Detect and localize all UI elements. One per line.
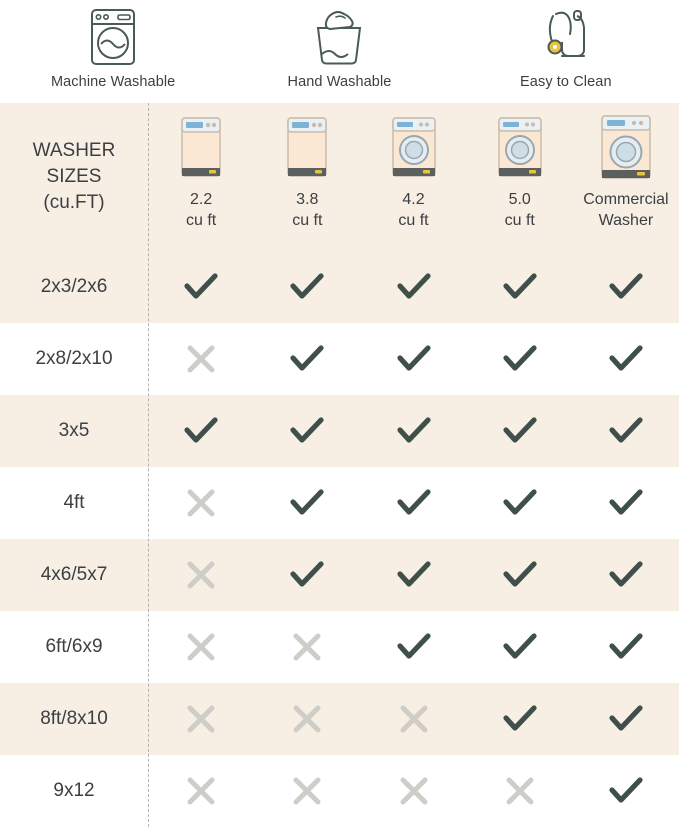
commercial-washer-icon xyxy=(594,111,658,187)
cell-check xyxy=(573,539,679,611)
cross-icon xyxy=(399,704,429,734)
check-icon xyxy=(503,632,537,662)
check-icon xyxy=(503,272,537,302)
table-corner-label xyxy=(0,103,148,251)
washing-machine-icon xyxy=(78,6,148,68)
cell-cross xyxy=(254,755,360,827)
cell-check xyxy=(573,395,679,467)
table-vertical-divider xyxy=(148,103,149,827)
top-load-washer-icon xyxy=(279,111,335,187)
cell-check xyxy=(573,683,679,755)
feature-easy-to-clean xyxy=(453,6,679,103)
cell-check xyxy=(467,395,573,467)
check-icon xyxy=(290,560,324,590)
cross-icon xyxy=(186,488,216,518)
row-label: 9x12 xyxy=(53,780,95,801)
cross-icon xyxy=(186,632,216,662)
check-icon xyxy=(397,344,431,374)
check-icon xyxy=(184,272,218,302)
check-icon xyxy=(503,560,537,590)
cell-check xyxy=(467,611,573,683)
cell-check xyxy=(360,395,466,467)
cross-icon xyxy=(292,704,322,734)
cross-icon xyxy=(505,776,535,806)
cell-check xyxy=(467,539,573,611)
table-row xyxy=(0,251,679,323)
cell-check xyxy=(254,539,360,611)
corner-line-3: (cu.FT) xyxy=(43,192,105,213)
feature-label: Hand Washable xyxy=(287,74,392,90)
column-header-2-2 xyxy=(148,103,254,251)
cell-cross xyxy=(148,683,254,755)
column-header-5-0 xyxy=(467,103,573,251)
check-icon xyxy=(609,776,643,806)
cell-check xyxy=(360,251,466,323)
feature-hand-washable xyxy=(226,6,452,103)
cell-cross xyxy=(254,611,360,683)
check-icon xyxy=(503,416,537,446)
check-icon xyxy=(609,272,643,302)
row-label: 2x3/2x6 xyxy=(40,276,108,297)
row-label: 6ft/6x9 xyxy=(45,636,103,657)
table-row xyxy=(0,611,679,683)
check-icon xyxy=(184,416,218,446)
cell-cross xyxy=(254,683,360,755)
check-icon xyxy=(503,488,537,518)
feature-row xyxy=(0,0,679,103)
cell-check xyxy=(254,395,360,467)
cell-check xyxy=(254,323,360,395)
check-icon xyxy=(609,560,643,590)
cell-check xyxy=(573,755,679,827)
cell-check xyxy=(467,323,573,395)
cross-icon xyxy=(186,704,216,734)
cell-cross xyxy=(148,755,254,827)
vacuum-icon xyxy=(531,6,601,68)
cross-icon xyxy=(186,560,216,590)
column-size: 4.2 cu ft xyxy=(398,191,429,229)
table-row xyxy=(0,467,679,539)
cell-check xyxy=(467,467,573,539)
cell-check xyxy=(254,467,360,539)
cell-check xyxy=(360,539,466,611)
feature-label: Easy to Clean xyxy=(520,74,612,90)
cell-check xyxy=(573,323,679,395)
cell-check xyxy=(360,323,466,395)
check-icon xyxy=(397,488,431,518)
cell-cross xyxy=(360,683,466,755)
column-header-3-8 xyxy=(254,103,360,251)
cell-check xyxy=(573,467,679,539)
check-icon xyxy=(290,272,324,302)
check-icon xyxy=(397,272,431,302)
cell-cross xyxy=(148,323,254,395)
cell-cross xyxy=(148,611,254,683)
check-icon xyxy=(290,344,324,374)
row-label: 3x5 xyxy=(58,420,90,441)
table-row xyxy=(0,395,679,467)
row-label: 2x8/2x10 xyxy=(35,348,113,369)
table-row xyxy=(0,323,679,395)
check-icon xyxy=(397,632,431,662)
column-size: 2.2 cu ft xyxy=(185,191,217,229)
cell-check xyxy=(467,251,573,323)
cell-check xyxy=(573,251,679,323)
cell-check xyxy=(360,467,466,539)
top-load-washer-icon xyxy=(173,111,229,187)
check-icon xyxy=(397,560,431,590)
cell-check xyxy=(254,251,360,323)
table-row xyxy=(0,755,679,827)
cell-check xyxy=(360,611,466,683)
row-label: 4ft xyxy=(63,492,85,513)
check-icon xyxy=(290,488,324,518)
corner-line-2: SIZES xyxy=(46,166,102,187)
cell-cross xyxy=(148,539,254,611)
cross-icon xyxy=(399,776,429,806)
cell-check xyxy=(148,395,254,467)
cross-icon xyxy=(292,776,322,806)
cell-check xyxy=(467,683,573,755)
cell-check xyxy=(148,251,254,323)
check-icon xyxy=(503,344,537,374)
cell-cross xyxy=(467,755,573,827)
hand-wash-icon xyxy=(302,6,376,68)
row-label: 4x6/5x7 xyxy=(40,564,108,585)
table-row xyxy=(0,539,679,611)
check-icon xyxy=(609,416,643,446)
column-size: 3.8 cu ft xyxy=(292,191,323,229)
column-size: Commercial Washer xyxy=(583,191,669,229)
check-icon xyxy=(503,704,537,734)
check-icon xyxy=(609,704,643,734)
feature-machine-washable xyxy=(0,6,226,103)
check-icon xyxy=(609,488,643,518)
column-size: 5.0 cu ft xyxy=(504,191,535,229)
table-header-row xyxy=(0,103,679,251)
cross-icon xyxy=(292,632,322,662)
column-header-commercial xyxy=(573,103,679,251)
corner-line-1: WASHER xyxy=(32,140,116,161)
cross-icon xyxy=(186,776,216,806)
cell-check xyxy=(573,611,679,683)
front-load-washer-icon xyxy=(492,111,548,187)
front-load-washer-icon xyxy=(386,111,442,187)
check-icon xyxy=(290,416,324,446)
feature-label: Machine Washable xyxy=(50,74,176,90)
table-row xyxy=(0,683,679,755)
row-label: 8ft/8x10 xyxy=(40,708,108,729)
check-icon xyxy=(609,344,643,374)
check-icon xyxy=(609,632,643,662)
washer-size-table xyxy=(0,103,679,827)
cell-cross xyxy=(148,467,254,539)
column-header-4-2 xyxy=(360,103,466,251)
cell-cross xyxy=(360,755,466,827)
check-icon xyxy=(397,416,431,446)
cross-icon xyxy=(186,344,216,374)
table-body xyxy=(0,251,679,827)
